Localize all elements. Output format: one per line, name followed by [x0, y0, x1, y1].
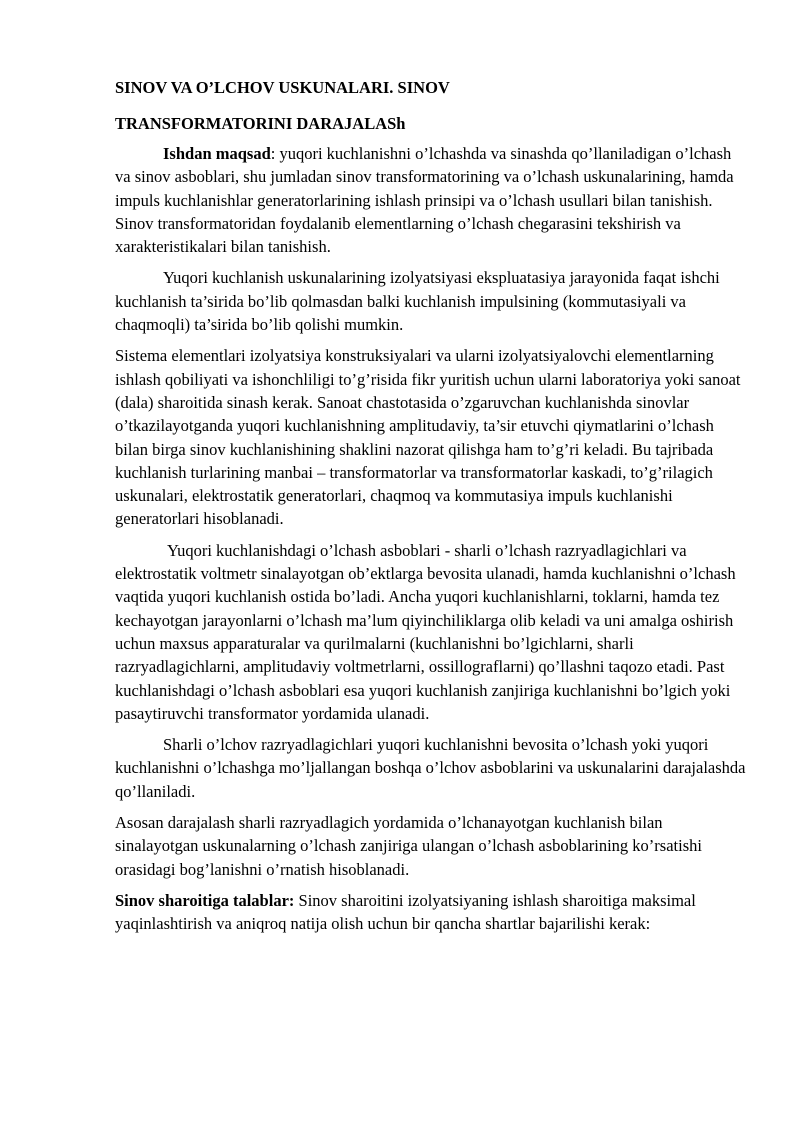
requirements-text: Sinov sharoitini izolyatsiyaning ishlash sharoitiga maksimal yaqinlashtirish va aniqroq natija olish uchun bir qancha shartlar bajarilishi kerak:	[115, 890, 696, 934]
requirements-label: Sinov sharoitiga talablar:	[115, 890, 295, 910]
paragraph-6: Asosan darajalash sharli razryadlagich yordamida o’lchanayotgan kuchlanish bilan sinalayotgan uskunalarning o’lchash zanjiriga ulangan o’lchash asboblarining ko’rsatishi orasidagi bog’lanishni o’rnatish hisoblanadi.	[115, 813, 702, 879]
document-body	[115, 76, 747, 944]
paragraph-2: Yuqori kuchlanish uskunalarining izolyatsiyasi ekspluatasiya jarayonida faqat ishchi kuchlanish ta’sirida bo’lib qolmasdan balki kuchlanish impulsining (kommutasiyali va chaqmoqli) ta’sirida bo’lib qolishi mumkin.	[115, 268, 720, 335]
paragraph-3: Sistema elementlari izolyatsiya konstruksiyalari va ularni izolyatsiyalovchi elementlarning ishlash qobiliyati va ishonchliligi to’g’risida fikr yuritish uchun ularni laboratoriya yoki sanoat (dala) sharoitida sinash kerak. Sanoat chastotasida o’zgaruvchan kuchlanishda sinovlar o’tkazilayotganda yuqori kuchlanishning amplitudaviy, ta’sir etuvchi qiymatlarini o’lchash bilan birga sinov kuchlanishining shaklini nazorat qilishga ham to’g’ri keladi. Bu tajribada kuchlanish turlarining manbai – transformatorlar va transformatorlar kaskadi, to’g’rilagich uskunalari, elektrostatik generatorlari, chaqmoq va kommutasiya impuls kuchlanishi generatorlari hisoblanadi.	[115, 346, 741, 529]
purpose-label: Ishdan maqsad	[163, 144, 271, 163]
title-line-1: SINOV VA O’LCHOV USKUNALARI. SINOV	[115, 78, 450, 97]
paragraph-requirements	[115, 889, 747, 936]
paragraph-5: Sharli o’lchov razryadlagichlari yuqori kuchlanishni bevosita o’lchash yoki yuqori kuchlanishni o’lchashga mo’ljallangan boshqa o’lchov asboblarini va uskunalarini darajalashda qo’llaniladi.	[115, 735, 746, 801]
document-title	[115, 76, 747, 136]
paragraph-4: Yuqori kuchlanishdagi o’lchash asboblari - sharli o’lchash razryadlagichlari va elektrostatik voltmetr sinalayotgan ob’ektlarga bevosita ulanadi, hamda kuchlanishni o’lchash vaqtida yuqori kuchlanish ostida bo’ladi. Ancha yuqori kuchlanishlarni, toklarni, hamda tez kechayotgan jarayonlarni o’lchash ma’lum qiyinchiliklarga olib keladi va uni amalga oshirish uchun maxsus apparaturalar va qurilmalarni (kuchlanishni bo’lgichlarni, sharli razryadlagichlarni, amplitudaviy voltmetrlarni, ossillograflarni) qo’llashni taqozo etadi. Past kuchlanishdagi o’lchash asboblari esa yuqori kuchlanish zanjiriga kuchlanishni bo’lgich yoki pasaytiruvchi transformator yordamida ulanadi.	[115, 540, 736, 723]
purpose-text: : yuqori kuchlanishni o’lchashda va sinashda qo’llaniladigan o’lchash va sinov asboblari, shu jumladan sinov transformatorining va o’lchash uskunalarining, hamda impuls kuchlanishlar generatorlarining ishlash prinsipi va o’lchash usullari bilan tanishish. Sinov transformatoridan foydalanib elementlarning o’lchash chegarasini tekshirish va xarakteristikalari bilan tanishish.	[115, 144, 734, 257]
paragraph-purpose	[115, 142, 747, 258]
title-line-2: TRANSFORMATORINI DARAJALASh	[115, 114, 406, 133]
